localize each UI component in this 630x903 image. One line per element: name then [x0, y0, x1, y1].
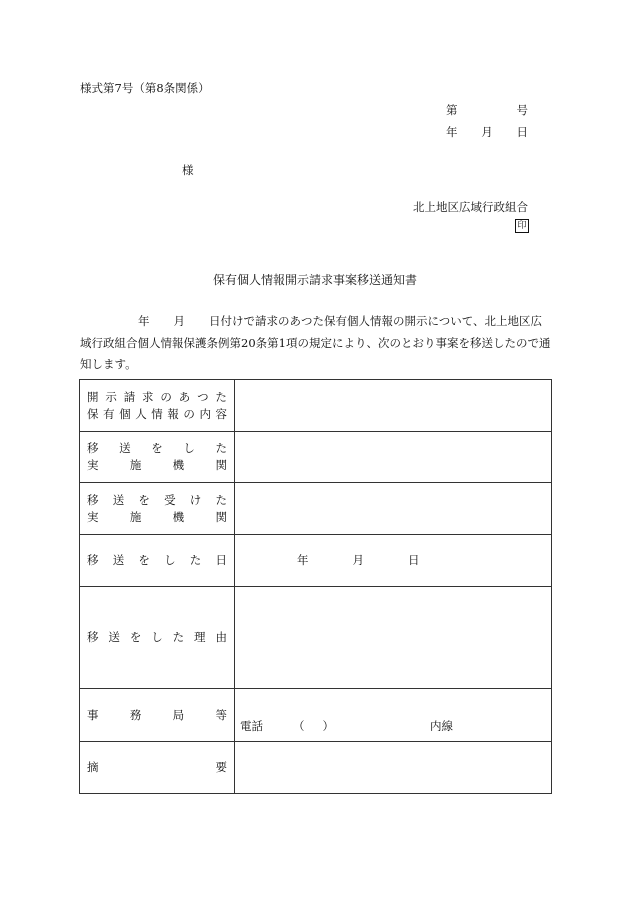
label-char: つ	[197, 389, 209, 404]
label-char: 情	[151, 406, 163, 421]
label-char: た	[215, 441, 227, 455]
seal-mark: 印	[515, 219, 529, 233]
label-line	[87, 492, 227, 509]
label-char: 報	[167, 406, 179, 421]
label-line	[87, 509, 227, 526]
label-char: 個	[119, 406, 131, 421]
document-number-line	[446, 103, 528, 118]
transfer-details-table	[79, 379, 552, 794]
label-char: 有	[103, 406, 115, 421]
label-char: 移	[87, 441, 99, 455]
label-char: た	[189, 553, 202, 567]
table-row-transfer-reason	[80, 587, 552, 689]
label-char: 送	[119, 441, 131, 455]
label-line	[87, 457, 227, 474]
value-transfer-date[interactable]	[235, 535, 552, 587]
value-transfer-reason[interactable]	[235, 587, 552, 689]
area-code-paren-close: ）	[322, 719, 334, 734]
body-line-3: 知します。	[80, 357, 137, 371]
body-day-text: 日付けで請求のあつた保有個人情報の開示について、北上地区広	[209, 314, 543, 328]
label-requested-info-content	[80, 380, 235, 432]
label-line	[87, 389, 227, 406]
label-char: た	[215, 389, 227, 404]
date-day: 日	[516, 125, 528, 139]
value-requested-info-content[interactable]	[235, 380, 552, 432]
label-char: を	[138, 492, 150, 507]
label-contact-office	[80, 689, 235, 742]
number-prefix: 第	[446, 103, 458, 117]
phone-label: 電話	[240, 719, 263, 734]
label-char: 請	[123, 389, 136, 404]
document-title: 保有個人情報開示請求事案移送通知書	[212, 273, 417, 287]
label-char: を	[129, 630, 142, 644]
date-day: 日	[408, 553, 420, 568]
label-transfer-reason	[80, 587, 235, 689]
value-remarks[interactable]	[235, 742, 552, 794]
extension-label: 内線	[430, 719, 453, 734]
form-number: 様式第7号（第8条関係）	[80, 81, 210, 95]
label-line	[87, 759, 227, 776]
label-line	[87, 629, 227, 646]
label-char: 送	[112, 492, 125, 507]
label-char: を	[151, 441, 163, 455]
label-transfer-date	[80, 535, 235, 587]
label-remarks	[80, 742, 235, 794]
table-row-requested-info-content	[80, 380, 552, 432]
table-row-receiving-agency	[80, 483, 552, 535]
label-char: 実	[87, 509, 99, 524]
label-receiving-agency	[80, 483, 235, 535]
label-char: 事	[87, 707, 99, 722]
addressee-suffix: 様	[182, 163, 194, 177]
label-char: 摘	[87, 760, 99, 774]
table-row-transferring-agency	[80, 432, 552, 483]
value-transferring-agency[interactable]	[235, 432, 552, 483]
label-line	[87, 440, 227, 457]
label-transferring-agency	[80, 432, 235, 483]
date-month: 月	[481, 125, 493, 139]
date-year: 年	[446, 125, 458, 139]
label-char: 日	[215, 553, 227, 567]
table-row-transfer-date	[80, 535, 552, 587]
label-char: た	[215, 492, 227, 507]
label-char: け	[189, 492, 202, 507]
label-char: 送	[108, 630, 120, 644]
label-char: 務	[129, 707, 142, 722]
label-char: の	[160, 389, 172, 404]
label-char: 移	[87, 630, 99, 644]
label-char: 容	[215, 406, 227, 421]
body-line-2: 域行政組合個人情報保護条例第20条第1項の規定により、次のとおり事案を移送したので通	[80, 335, 551, 350]
label-char: を	[138, 553, 150, 567]
label-char: 等	[215, 707, 227, 722]
value-receiving-agency[interactable]	[235, 483, 552, 535]
label-line	[87, 707, 227, 724]
label-line	[87, 552, 227, 569]
label-char: 保	[87, 406, 99, 421]
label-char: 送	[112, 553, 125, 567]
date-year: 年	[297, 553, 309, 568]
label-char: 示	[105, 389, 117, 404]
label-char: た	[172, 630, 185, 644]
label-char: 受	[164, 492, 176, 507]
issue-date-line	[446, 125, 528, 140]
area-code-paren-open: （	[293, 719, 305, 734]
table-row-contact-office	[80, 689, 552, 742]
body-paragraph	[80, 311, 553, 376]
phone-field	[235, 689, 551, 741]
label-char: 実	[87, 458, 99, 472]
body-month: 月	[173, 314, 185, 328]
label-char: 関	[215, 509, 227, 524]
label-char: 要	[215, 760, 227, 774]
label-char: 理	[194, 630, 206, 644]
label-char: 関	[215, 458, 227, 472]
label-char: 施	[129, 509, 142, 524]
table-row-remarks	[80, 742, 552, 794]
label-char: 施	[129, 458, 142, 472]
label-char: し	[164, 553, 176, 567]
label-char: 機	[172, 509, 185, 524]
date-month: 月	[352, 553, 364, 568]
label-line	[87, 406, 227, 423]
label-char: し	[151, 630, 163, 644]
label-char: の	[183, 406, 195, 421]
label-char: 局	[172, 707, 185, 722]
label-char: 由	[215, 630, 227, 644]
label-char: し	[183, 441, 195, 455]
label-char: 求	[142, 389, 154, 404]
organization-name: 北上地区広域行政組合	[413, 200, 528, 214]
label-char: 内	[199, 406, 211, 421]
value-contact-office[interactable]	[235, 689, 552, 742]
label-char: 移	[87, 553, 99, 567]
number-suffix: 号	[516, 103, 528, 117]
transfer-date-field	[235, 553, 551, 568]
body-year: 年	[138, 314, 150, 328]
label-char: 機	[172, 458, 185, 472]
body-line-1	[80, 311, 553, 333]
label-char: 開	[87, 389, 99, 404]
label-char: あ	[178, 389, 191, 404]
label-char: 人	[135, 406, 147, 421]
label-char: 移	[87, 492, 99, 507]
